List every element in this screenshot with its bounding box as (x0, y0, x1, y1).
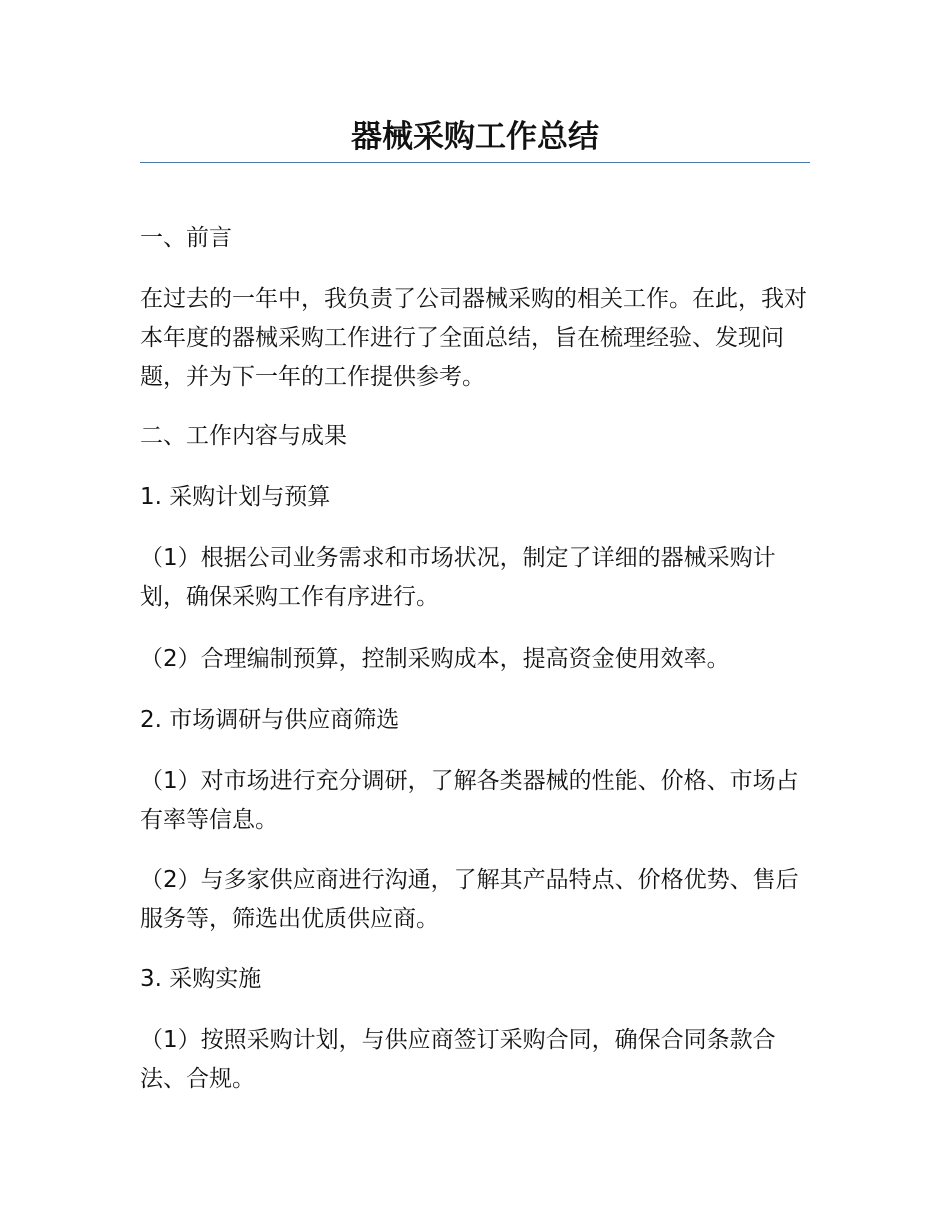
paragraph-market-item-2: （2）与多家供应商进行沟通，了解其产品特点、价格优势、售后服务等，筛选出优质供应商。 (140, 867, 799, 932)
document-title: 器械采购工作总结 (351, 119, 599, 155)
paragraph-preface-body: 在过去的一年中，我负责了公司器械采购的相关工作。在此，我对本年度的器械采购工作进行了全面总结，旨在梳理经验、发现问题，并为下一年的工作提供参考。 (140, 286, 807, 390)
paragraph-market-item-1: （1）对市场进行充分调研，了解各类器械的性能、价格、市场占有率等信息。 (140, 768, 799, 833)
paragraph-plan-item-1: （1）根据公司业务需求和市场状况，制定了详细的器械采购计划，确保采购工作有序进行。 (140, 545, 776, 610)
title-underline (140, 162, 810, 163)
section-heading-preface: 一、前言 (140, 225, 232, 251)
subheading-procurement-implementation: 3. 采购实施 (140, 966, 262, 992)
subheading-market-research: 2. 市场调研与供应商筛选 (140, 707, 400, 733)
section-heading-work-content: 二、工作内容与成果 (140, 423, 347, 449)
paragraph-implementation-item-1: （1）按照采购计划，与供应商签订采购合同，确保合同条款合法、合规。 (140, 1027, 776, 1092)
subheading-plan-budget: 1. 采购计划与预算 (140, 484, 331, 510)
paragraph-plan-item-2: （2）合理编制预算，控制采购成本，提高资金使用效率。 (140, 646, 730, 672)
